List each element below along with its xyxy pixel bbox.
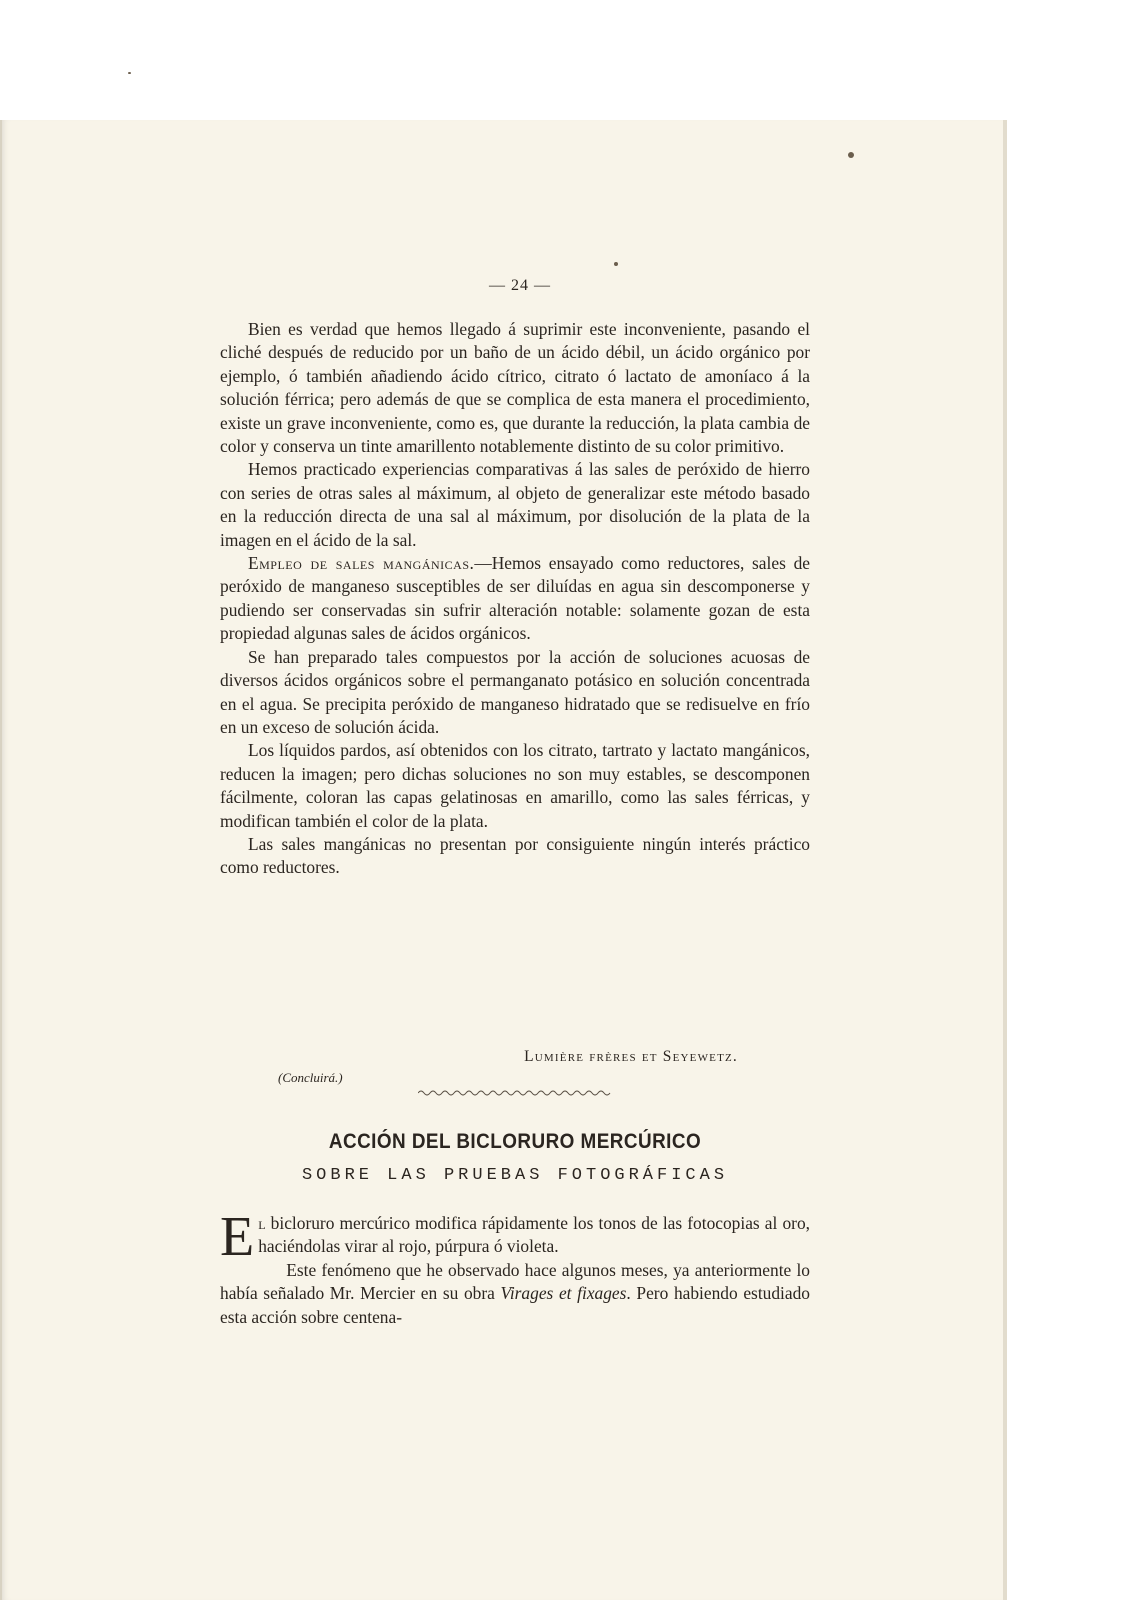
first-word-rest: l xyxy=(258,1213,266,1233)
main-text xyxy=(220,318,810,880)
second-paragraph-end: . Pero habiendo estudiado esta acción sobre centena- xyxy=(220,1283,810,1327)
paper-speck xyxy=(614,262,618,266)
second-paragraph-start: Este fenómeno que he observado hace algunos meses, ya anteriormente lo había señalado Mr. Mercier en su obra xyxy=(220,1259,810,1304)
page-edge xyxy=(1003,120,1007,1600)
article-title: ACCIÓN DEL BICLORURO MERCÚRICO xyxy=(328,1130,702,1153)
wavy-divider xyxy=(418,1088,614,1098)
paragraph: Las sales mangánicas no presentan por consiguiente ningún interés práctico como reductores. xyxy=(220,833,810,878)
paper-speck xyxy=(848,152,854,158)
article-text xyxy=(220,1206,810,1329)
paragraph: Hemos practicado experiencias comparativas á las sales de peróxido de hierro con series de otras sales al máximum, al objeto de generalizar este método basado en la reducción directa de una sal al máximum, por disolución de la plata de la imagen en el ácido de la sal. xyxy=(220,459,810,550)
article-subtitle: SOBRE LAS PRUEBAS FOTOGRÁFICAS xyxy=(301,1166,729,1185)
section-paragraph xyxy=(220,552,810,646)
paragraph: Se han preparado tales compuestos por la acción de soluciones acuosas de diversos ácidos orgánicos sobre el permanganato potásico en solución concentrada en el agua. Se precipita peróxido de manganeso hidratado que se redisuelve en frío en un exceso de solución ácida. xyxy=(220,646,810,737)
paper-speck xyxy=(128,72,131,74)
article-paragraph xyxy=(220,1206,810,1268)
article-paragraph xyxy=(220,1259,810,1329)
section-heading: Empleo de sales mangánicas. xyxy=(248,553,475,574)
drop-cap: E xyxy=(220,1206,255,1268)
paragraph: Bien es verdad que hemos llegado á suprimir este inconveniente, pasando el cliché después de reducido por un baño de un ácido débil, un ácido orgánico por ejemplo, ó también añadiendo ácido cítrico, citrato ó lactato de amoníaco á la solución férrica; pero además de que se complica de esta manera el procedimiento, existe un grave inconveniente, como es, que durante la reducción, la plata cambia de color y conserva un tinte amarillento notablemente distinto de su color primitivo. xyxy=(220,319,810,457)
page-number: — 24 — xyxy=(489,277,551,294)
signature-block xyxy=(220,1048,810,1088)
signature: Lumière frères et Seyewetz. xyxy=(524,1048,738,1065)
first-paragraph-text: bicloruro mercúrico modifica rápidamente los tonos de las fotocopias al oro, haciéndolas virar al rojo, púrpura ó violeta. xyxy=(258,1213,810,1257)
book-title: Virages et fixages xyxy=(500,1283,627,1304)
paragraph: Los líquidos pardos, así obtenidos con los citrato, tartrato y lactato mangánicos, reducen la imagen; pero dichas soluciones no son muy estables, se descomponen fácilmente, coloran las capas gelatinosas en amarillo, como las sales férricas, y modifican también el color de la plata. xyxy=(220,740,810,831)
section-text: —Hemos ensayado como reductores, sales de peróxido de manganeso susceptibles de ser diluídas en agua sin descomponerse y pudiendo ser conservadas sin sufrir alteración notable: solamente gozan de esta propiedad algunas sales de ácidos orgánicos. xyxy=(220,553,810,644)
to-be-continued-note: (Concluirá.) xyxy=(278,1070,343,1085)
